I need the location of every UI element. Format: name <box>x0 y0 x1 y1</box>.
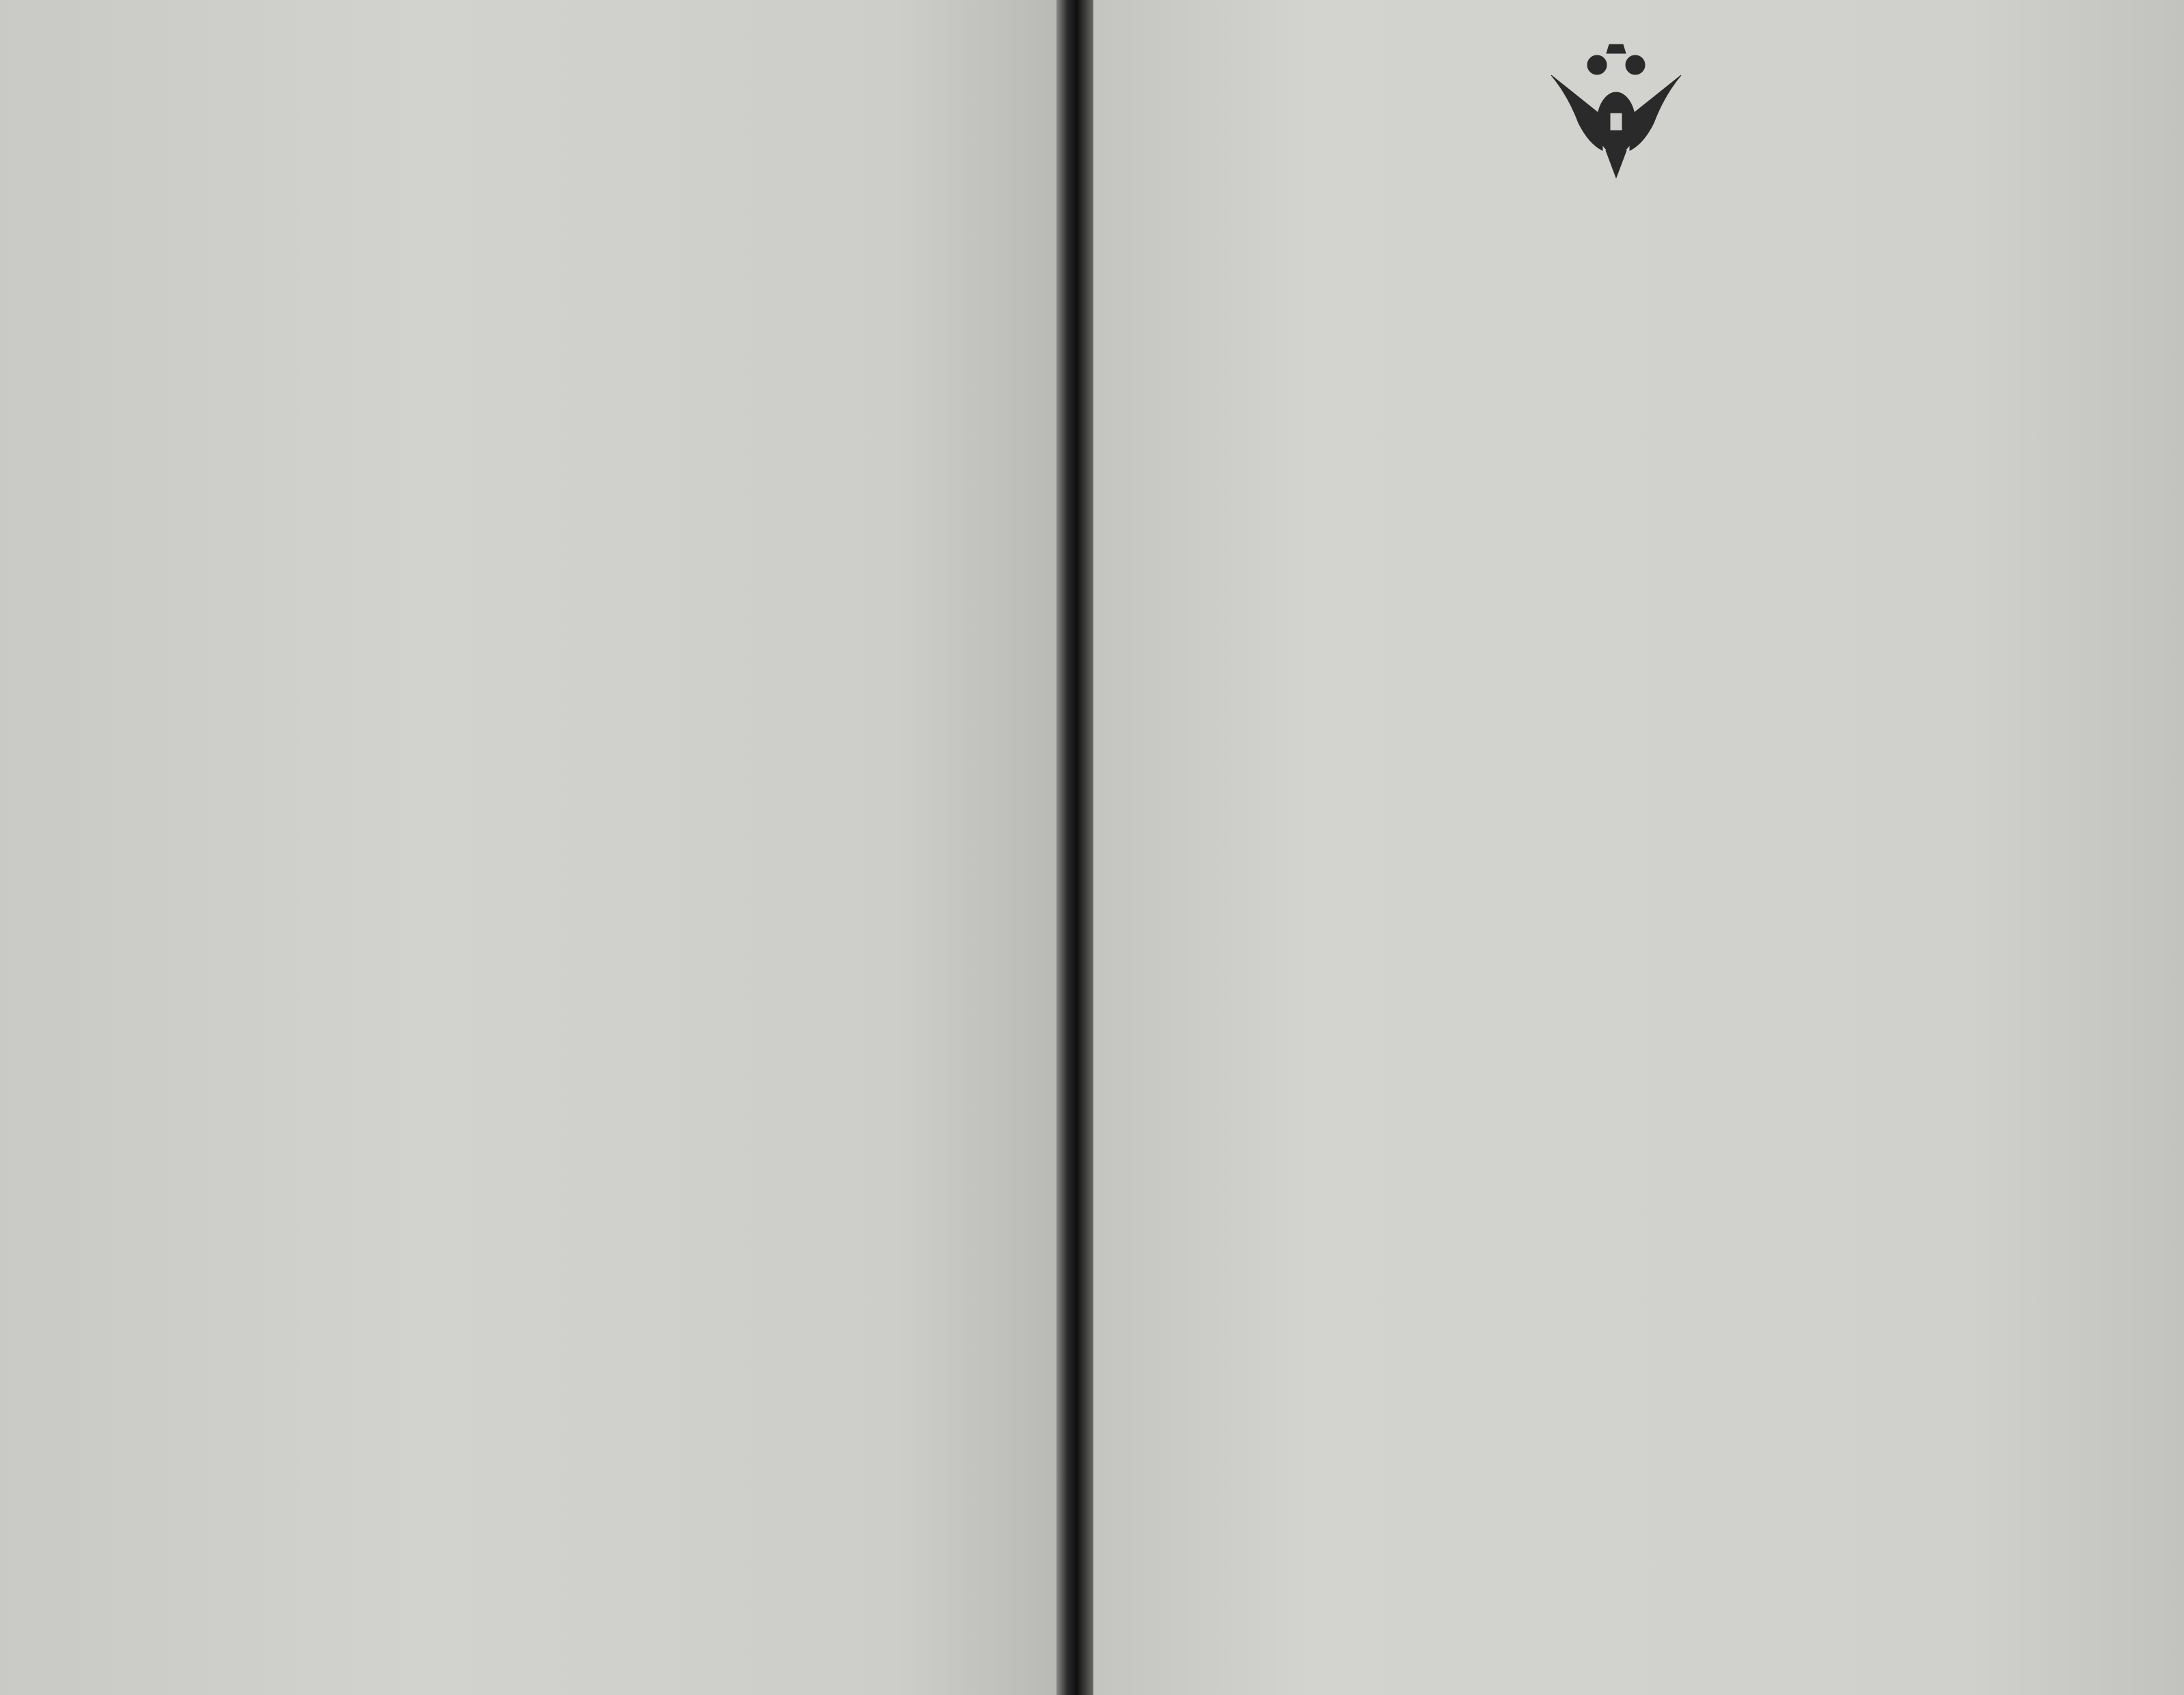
left-page <box>0 0 1056 1695</box>
left-table-grid <box>0 0 1056 1695</box>
book-spine <box>1056 0 1093 1695</box>
double-headed-eagle-icon <box>1093 0 2184 1695</box>
right-page <box>1093 0 2184 1695</box>
